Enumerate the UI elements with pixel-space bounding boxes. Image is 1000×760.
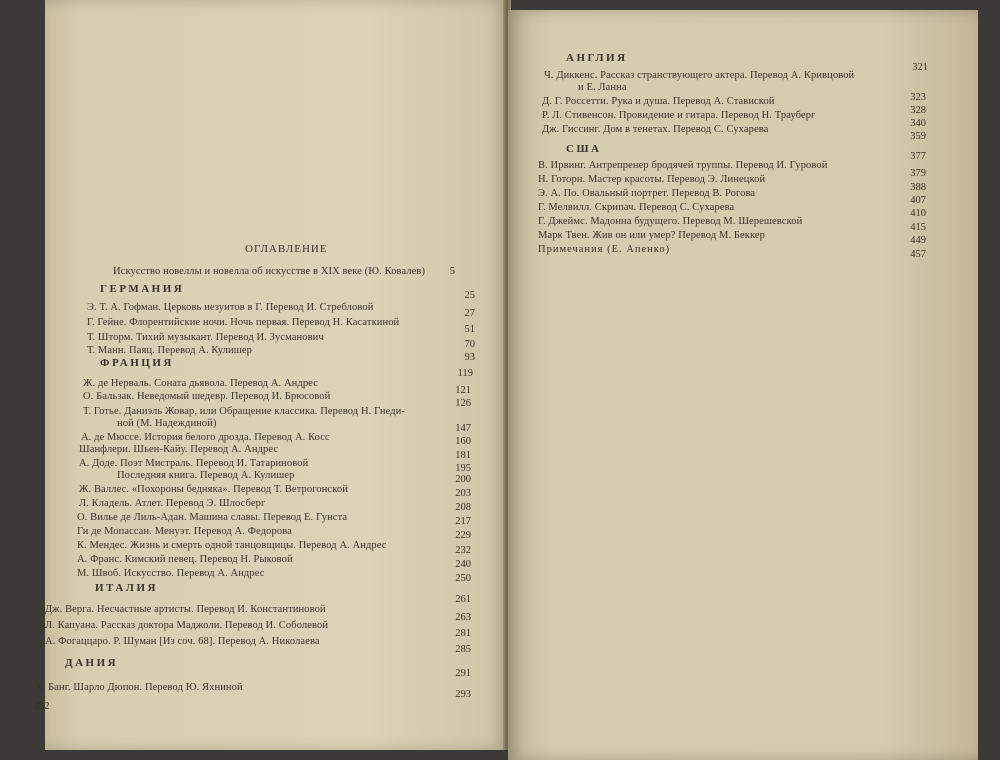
- toc-entry-page: 359: [910, 131, 926, 142]
- toc-entry: Последняя книга. Перевод А. Кулишер: [117, 470, 295, 481]
- toc-entry-page: 229: [455, 530, 471, 541]
- section-heading-italy: ИТАЛИЯ: [95, 582, 158, 594]
- toc-entry-page: 203: [455, 488, 471, 499]
- toc-entry-page: 200: [455, 474, 471, 485]
- toc-entry-page: 293: [455, 689, 471, 700]
- toc-entry-page: 51: [464, 324, 475, 335]
- toc-entry-page: 388: [910, 182, 926, 193]
- toc-entry: Т. Манн. Паяц. Перевод А. Кулишер: [87, 345, 252, 356]
- toc-entry-page: 321: [912, 62, 928, 73]
- toc-entry: К. Мендес. Жизнь и смерть одной танцовщицы. Перевод А. Андрес: [77, 540, 387, 551]
- toc-entry: Л. Кладель. Атлет. Перевод Э. Шлосберг: [79, 498, 266, 509]
- section-heading-germany: ГЕРМАНИЯ: [100, 283, 185, 295]
- notes-entry: Примечания (Е. Апенко): [538, 244, 671, 255]
- toc-entry-page: 208: [455, 502, 471, 513]
- right-page: [508, 10, 978, 760]
- toc-entry-page: 415: [910, 222, 926, 233]
- toc-entry-page: 93: [464, 352, 475, 363]
- toc-entry-page: 232: [455, 545, 471, 556]
- toc-entry-page: 250: [455, 573, 471, 584]
- section-heading-usa: США: [566, 143, 602, 155]
- left-page: [33, 0, 507, 750]
- section-page-denmark: 291: [455, 668, 471, 679]
- toc-entry: А. Фогаццаро. Р. Шуман [Из соч. 68]. Перевод А. Николаева: [45, 636, 320, 647]
- toc-entry: О. Вилье де Лиль-Адан. Машина славы. Перевод Е. Гунста: [77, 512, 348, 523]
- toc-entry-page: 27: [464, 308, 475, 319]
- toc-entry: Э. Т. А. Гофман. Церковь иезуитов в Г. Перевод И. Стребловой: [87, 302, 374, 313]
- toc-entry-page: 121: [455, 385, 471, 396]
- page-number: 492: [33, 700, 50, 712]
- toc-entry-page: 70: [464, 339, 475, 350]
- toc-entry-page: 281: [455, 628, 471, 639]
- toc-entry: В. Ирвинг. Антрепренер бродячей труппы. Перевод И. Гуровой: [538, 160, 828, 171]
- toc-entry: А. де Мюссе. История белого дрозда. Перевод А. Косс: [81, 432, 330, 443]
- toc-entry-page: 126: [455, 398, 471, 409]
- toc-intro: Искусство новеллы и новелла об искусстве в XIX веке (Ю. Ковалев): [113, 266, 426, 277]
- toc-entry: Шанфлери. Шьен-Кайу. Перевод А. Андрес: [79, 444, 279, 455]
- toc-entry-page: 377: [910, 151, 926, 162]
- section-page-france: 119: [457, 368, 473, 379]
- toc-entry-page: 285: [455, 644, 471, 655]
- toc-entry: Т. Готье. Даниэль Жовар, или Обращение классика. Перевод Н. Гнеди-: [83, 406, 405, 417]
- toc-entry: ной (М. Надеждиной): [117, 418, 217, 429]
- toc-entry: Дж. Гиссинг. Дом в тенетах. Перевод С. Сухарева: [542, 124, 769, 135]
- section-heading-france: ФРАНЦИЯ: [100, 357, 174, 369]
- toc-entry: Ж. Валлес. «Похороны бедняка». Перевод Т. Ветрогонской: [79, 484, 348, 495]
- toc-entry: и Е. Ланна: [578, 82, 627, 93]
- toc-title: ОГЛАВЛЕНИЕ: [245, 243, 328, 255]
- toc-entry-page: 340: [910, 118, 926, 129]
- section-page-germany: 25: [464, 290, 475, 301]
- toc-entry-page: 410: [910, 208, 926, 219]
- toc-entry-page: 217: [455, 516, 471, 527]
- toc-entry: Ж. де Нерваль. Соната дьявола. Перевод А. Андрес: [83, 378, 318, 389]
- toc-entry: Ч. Диккенс. Рассказ странствующего актера. Перевод А. Кривцовой: [544, 70, 855, 81]
- toc-entry: Р. Л. Стивенсон. Провидение и гитара. Перевод Н. Трауберг: [542, 110, 816, 121]
- toc-entry-page: 147: [455, 423, 471, 434]
- toc-entry: Н. Готорн. Мастер красоты. Перевод Э. Линецкой: [538, 174, 766, 185]
- section-heading-denmark: ДАНИЯ: [65, 657, 119, 669]
- toc-entry: О. Бальзак. Неведомый шедевр. Перевод И. Брюсовой: [83, 391, 331, 402]
- toc-entry-page: 328: [910, 105, 926, 116]
- toc-entry: Т. Шторм. Тихий музыкант. Перевод И. Зусманович: [87, 332, 324, 343]
- toc-entry-page: 240: [455, 559, 471, 570]
- toc-intro-page: 5: [449, 266, 455, 277]
- toc-entry: Х. Банг. Шарло Дюпон. Перевод Ю. Яхниной: [35, 682, 243, 693]
- toc-entry: Г. Мелвилл. Скрипач. Перевод С. Сухарева: [538, 202, 735, 213]
- toc-entry: Г. Джеймс. Мадонна будущего. Перевод М. Шерешевской: [538, 216, 803, 227]
- toc-entry-page: 195: [455, 463, 471, 474]
- toc-entry: Э. А. По. Овальный портрет. Перевод В. Рогова: [538, 188, 756, 199]
- toc-entry: Д. Г. Россетти. Рука и душа. Перевод А. Ставиской: [542, 96, 775, 107]
- toc-entry: А. Доде. Поэт Мистраль. Перевод И. Татариновой: [79, 458, 309, 469]
- toc-entry-page: 379: [910, 168, 926, 179]
- toc-entry-page: 263: [455, 612, 471, 623]
- toc-entry: Л. Капуана. Рассказ доктора Маджоли. Перевод И. Соболевой: [45, 620, 329, 631]
- toc-entry: Ги де Мопассан. Менуэт. Перевод А. Федорова: [77, 526, 292, 537]
- toc-entry: Дж. Верга. Несчастные артисты. Перевод И. Константиновой: [45, 604, 326, 615]
- toc-entry-page: 449: [910, 235, 926, 246]
- notes-page: 457: [910, 249, 926, 260]
- toc-entry-page: 181: [455, 450, 471, 461]
- section-page-italy: 261: [455, 594, 471, 605]
- toc-entry: А. Франс. Кимский певец. Перевод Н. Рыковой: [77, 554, 293, 565]
- section-heading-england: АНГЛИЯ: [566, 52, 628, 64]
- toc-entry-page: 160: [455, 436, 471, 447]
- toc-entry: Марк Твен. Жив он или умер? Перевод М. Беккер: [538, 230, 766, 241]
- toc-entry-page: 323: [910, 92, 926, 103]
- toc-entry: М. Швоб. Искусство. Перевод А. Андрес: [77, 568, 265, 579]
- toc-entry: Г. Гейне. Флорентийские ночи. Ночь первая. Перевод Н. Касаткиной: [87, 317, 400, 328]
- toc-entry-page: 407: [910, 195, 926, 206]
